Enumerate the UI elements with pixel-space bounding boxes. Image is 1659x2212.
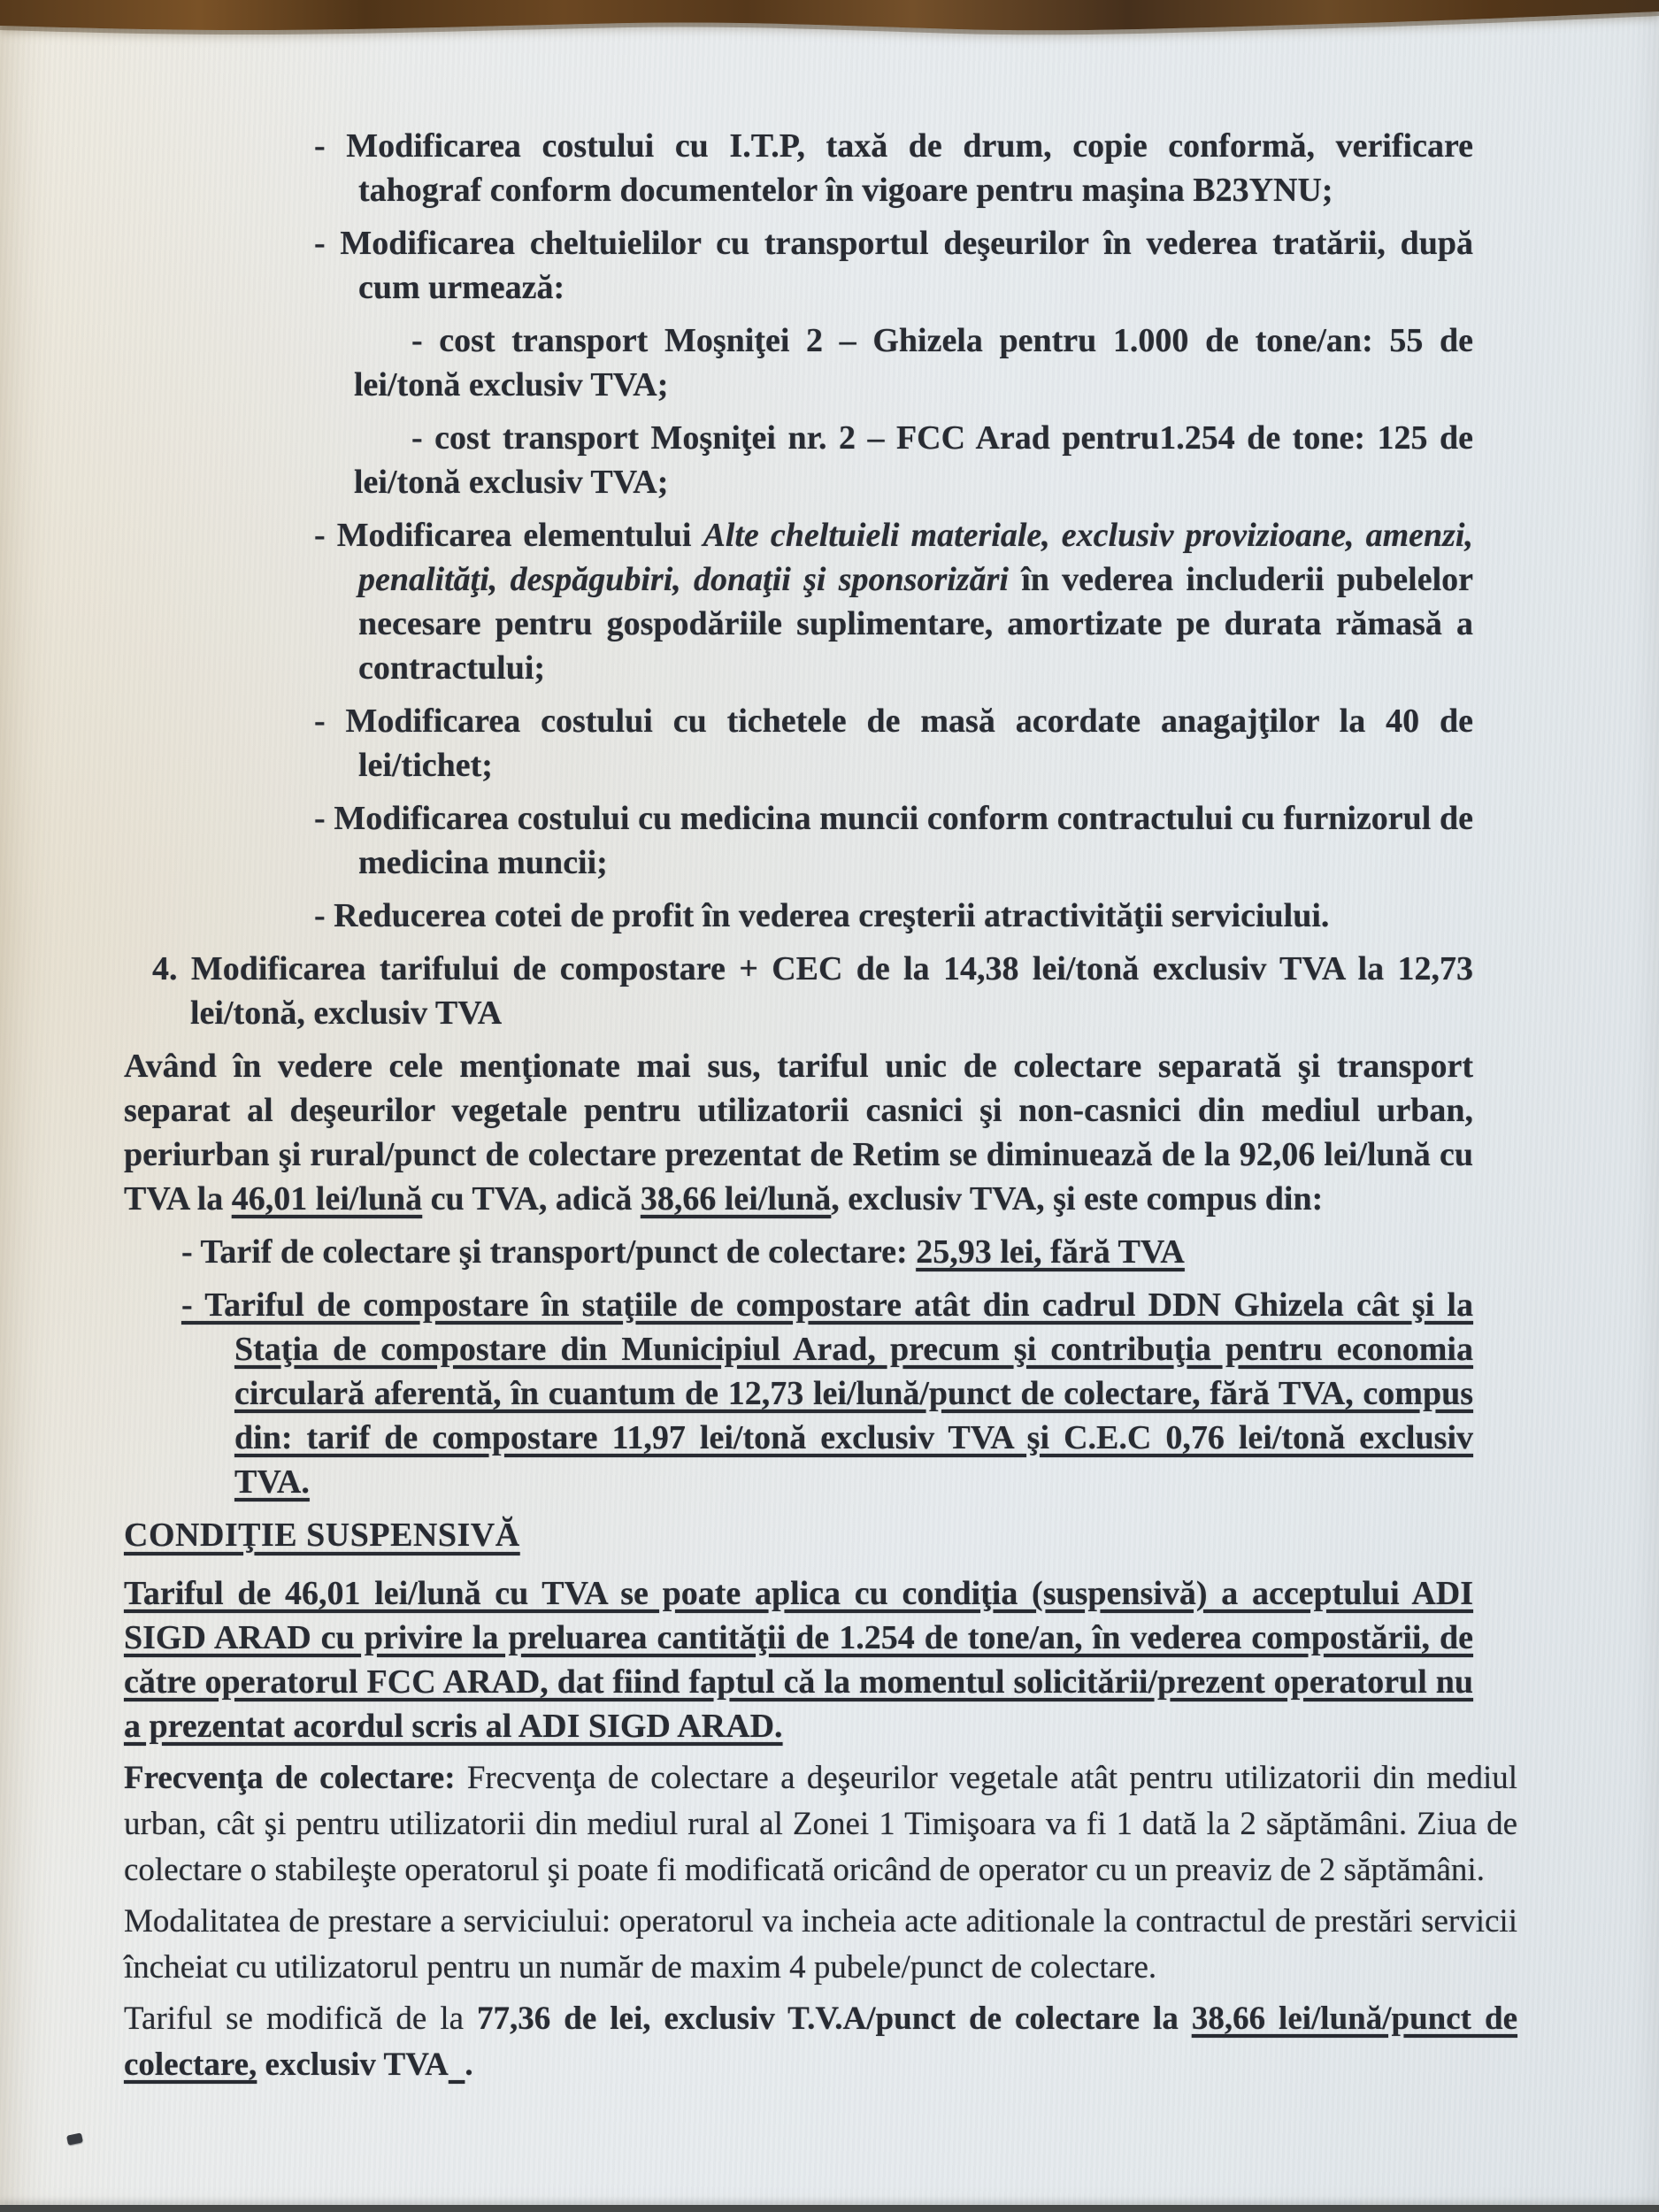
paragraph-tarif-final <box>124 1996 1517 2088</box>
alte-cheltuieli-italic: Alte cheltuieli materiale, exclusiv provizioane, amenzi, penalităţi, despăgubiri, donaţii şi sponsorizări <box>358 517 1473 598</box>
photo-bottom-edge <box>0 2205 1659 2212</box>
bullet-medicina: - Modificarea costului cu medicina muncii conform contractului cu furnizorul de medicina muncii; <box>314 800 1473 881</box>
bullet-itp: - Modificarea costului cu I.T.P, taxă de drum, copie conformă, verificare tahograf conform documentelor în vigoare pentru maşina B23YNU; <box>314 127 1473 209</box>
tarif-final-text-2: exclusiv TVA <box>257 2047 449 2083</box>
tarif-colectare-value: 25,93 lei, fără TVA <box>916 1233 1185 1271</box>
paragraph-frecventa <box>124 1755 1517 1893</box>
tarif-colectare-line <box>124 1230 1473 1274</box>
tarif-final-text-1: Tariful se modifică de la <box>124 2001 478 2037</box>
avand-text-1: Având în vedere cele menţionate mai sus, tariful unic de colectare separată şi transport separat al deşeurilor vegetale pentru utilizatorii casnici şi non-casnici din mediul urban, periurban şi rural/punct de colectare prezentat de Retim se diminuează de la 92,06 lei/lună cu TVA la <box>124 1048 1473 1217</box>
avand-text-2: cu TVA, adică <box>422 1180 641 1217</box>
subbullet-cost-ghizela: - cost transport Moşniţei 2 – Ghizela pentru 1.000 de tone/an: 55 de lei/tonă exclusiv TVA; <box>354 322 1473 403</box>
bullet-tichete: - Modificarea costului cu tichetele de masă acordate anagajţilor la 40 de lei/tichet; <box>314 703 1473 784</box>
tarif-colectare-label: - Tarif de colectare şi transport/punct de colectare: <box>181 1233 917 1271</box>
bullet-transport: - Modificarea cheltuielilor cu transportul deşeurilor în vederea tratării, după cum urmează: <box>314 225 1473 306</box>
lower-section <box>124 1755 1517 2088</box>
paragraph-tarif-compostare: - Tariful de compostare în staţiile de compostare atât din cadrul DDN Ghizela cât şi la Staţia de compostare din Municipiul Arad, precum şi contribuţia pentru economia circulară aferentă, în cuantum de 12,73 lei/lună/punct de colectare, fără TVA, compus din: tarif de compostare 11,97 lei/tonă exclusiv TVA şi C.E.C 0,76 lei/tonă exclusiv TVA. <box>181 1286 1473 1501</box>
heading-conditie-suspensiva: CONDIŢIE SUSPENSIVĂ <box>124 1517 520 1554</box>
tarif-final-underlined: 38,66 lei/lună/punct de colectare, <box>124 2001 1517 2083</box>
paragraph-modalitate: Modalitatea de prestare a serviciului: operatorul va incheia acte aditionale la contractul de prestări servicii încheiat cu utilizatorul pentru un număr de maxim 4 pubele/punct de colectare. <box>124 1903 1517 1985</box>
item-4-compostare: 4. Modificarea tarifului de compostare + CEC de la 14,38 lei/tonă exclusiv TVA la 12,73 lei/tonă, exclusiv TVA <box>152 950 1473 1032</box>
avand-text-3: , exclusiv TVA, şi este compus din: <box>831 1180 1324 1217</box>
paragraph-conditie: Tariful de 46,01 lei/lună cu TVA se poate aplica cu condiţia (suspensivă) a acceptului ADI SIGD ARAD cu privire la preluarea cantităţii de 1.254 de tone/an, în vederea compostării, de către operatorul FCC ARAD, dat fiind faptul că la momentul solicitării/prezent operatorul nu a prezentat acordul scris al ADI SIGD ARAD. <box>124 1575 1473 1745</box>
ink-smudge <box>66 2132 83 2145</box>
tarif-final-bold: 77,36 de lei, exclusiv T.V.A/punct de colectare la <box>477 2001 1192 2037</box>
alte-cheltuieli-suffix: în vederea includerii pubelelor necesare pentru gospodăriile suplimentare, amortizate pe durata rămasă a contractului; <box>358 561 1473 687</box>
frecventa-body: Frecvenţa de colectare a deşeurilor vegetale atât pentru utilizatorii din mediul urban, cât şi pentru utilizatorii din mediul rural al Zonei 1 Timişoara va fi 1 dată la 2 săptămâni. Ziua de colectare o stabileşte operatorul şi poate fi modificată oricând de operator cu un preaviz de 2 săptămâni. <box>124 1760 1518 1888</box>
bullet-alte-cheltuieli <box>124 513 1473 690</box>
subbullet-cost-fcc-arad: - cost transport Moşniţei nr. 2 – FCC Arad pentru1.254 de tone: 125 de lei/tonă exclusiv TVA; <box>354 419 1473 501</box>
alte-cheltuieli-prefix: - Modificarea elementului <box>314 517 703 554</box>
tarif-final-underline-gap <box>449 2047 465 2083</box>
paragraph-avand <box>124 1044 1473 1221</box>
bullet-profit: - Reducerea cotei de profit în vederea creşterii atractivităţii serviciului. <box>314 897 1330 934</box>
avand-underlined-38: 38,66 lei/lună <box>640 1180 832 1217</box>
tarif-final-period: . <box>465 2047 473 2083</box>
avand-underlined-46: 46,01 lei/lună <box>231 1180 423 1217</box>
frecventa-label: Frecvenţa de colectare: <box>124 1760 456 1796</box>
